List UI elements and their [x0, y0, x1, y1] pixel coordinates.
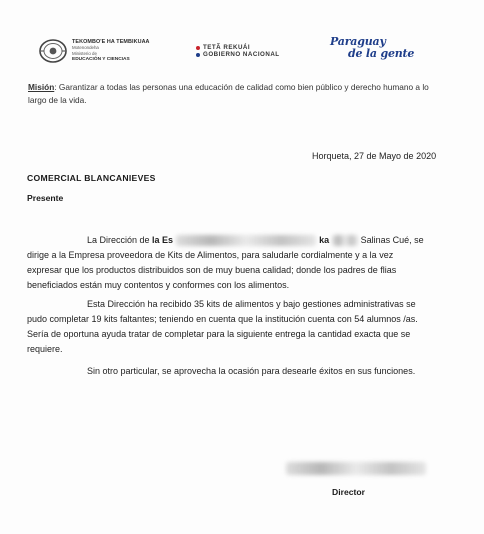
mission-text: : Garantizar a todas las personas una educación de calidad como bien público y derecho humano a lo largo de la vida. [28, 82, 429, 105]
letterhead [0, 0, 484, 72]
paragraph-2-text: Esta Dirección ha recibido 35 kits de alimentos y bajo gestiones administrativas se pudo completar 19 kits faltantes; teniendo en cuenta que la institución cuenta con 54 alumnos /as. Sería de oportuna ayuda tratar de completar para la siguiente entrega la cantidad exacta que se requiere. [27, 299, 418, 354]
paragraph-1-partial: ka [319, 235, 330, 245]
paragraph-1-lead: La Dirección de [87, 235, 153, 245]
ministry-logo-line2: Motenondeha [72, 45, 99, 50]
signature-title: Director [332, 487, 365, 497]
government-logo-line1: TETÃ REKUÁI [203, 44, 251, 51]
paragraph-3 [27, 364, 430, 379]
slogan-line2: de la gente [348, 47, 415, 60]
government-logo-row2 [196, 51, 280, 58]
slogan-line1: Paraguay [330, 35, 386, 48]
ministry-logo-line1: TEKOMBO'E HA TEMBIKUAA [72, 39, 150, 45]
slogan-logo [330, 36, 414, 60]
ministry-logo-text [72, 39, 150, 63]
redacted-signature-name [286, 462, 426, 475]
letter-date: Horqueta, 27 de Mayo de 2020 [312, 151, 437, 161]
red-dot-icon [196, 46, 200, 50]
mission-label: Misión [28, 82, 55, 92]
ministry-logo-line3: Ministerio de [72, 51, 97, 56]
paragraph-1-tail: Salinas Cué, se dirige a la Empresa proveedora de Kits de Alimentos, para saludarle cordialmente y a la vez expresar que los productos distribuidos son de muy buena calidad; donde los padres de flias beneficiados están muy contentos y conformes con los alimentos. [27, 235, 424, 290]
paragraph-1 [27, 233, 430, 293]
paragraph-3-text: Sin otro particular, se aprovecha la ocasión para desearle éxitos en sus funciones. [87, 366, 416, 376]
redacted-school-name [176, 235, 316, 246]
government-logo [196, 44, 280, 58]
government-logo-line2: GOBIERNO NACIONAL [203, 51, 280, 58]
ministry-seal-icon [38, 38, 68, 64]
redacted-fragment [332, 235, 358, 246]
addressee: COMERCIAL BLANCANIEVES [27, 173, 156, 183]
paragraph-2 [27, 297, 430, 357]
greeting: Presente [27, 193, 64, 203]
government-logo-row1 [196, 44, 280, 51]
paragraph-1-bold: la Es [152, 235, 174, 245]
ministry-logo-line4: EDUCACIÓN Y CIENCIAS [72, 57, 130, 62]
mission-statement [28, 81, 448, 107]
blue-dot-icon [196, 53, 200, 57]
ministry-logo [38, 38, 150, 64]
